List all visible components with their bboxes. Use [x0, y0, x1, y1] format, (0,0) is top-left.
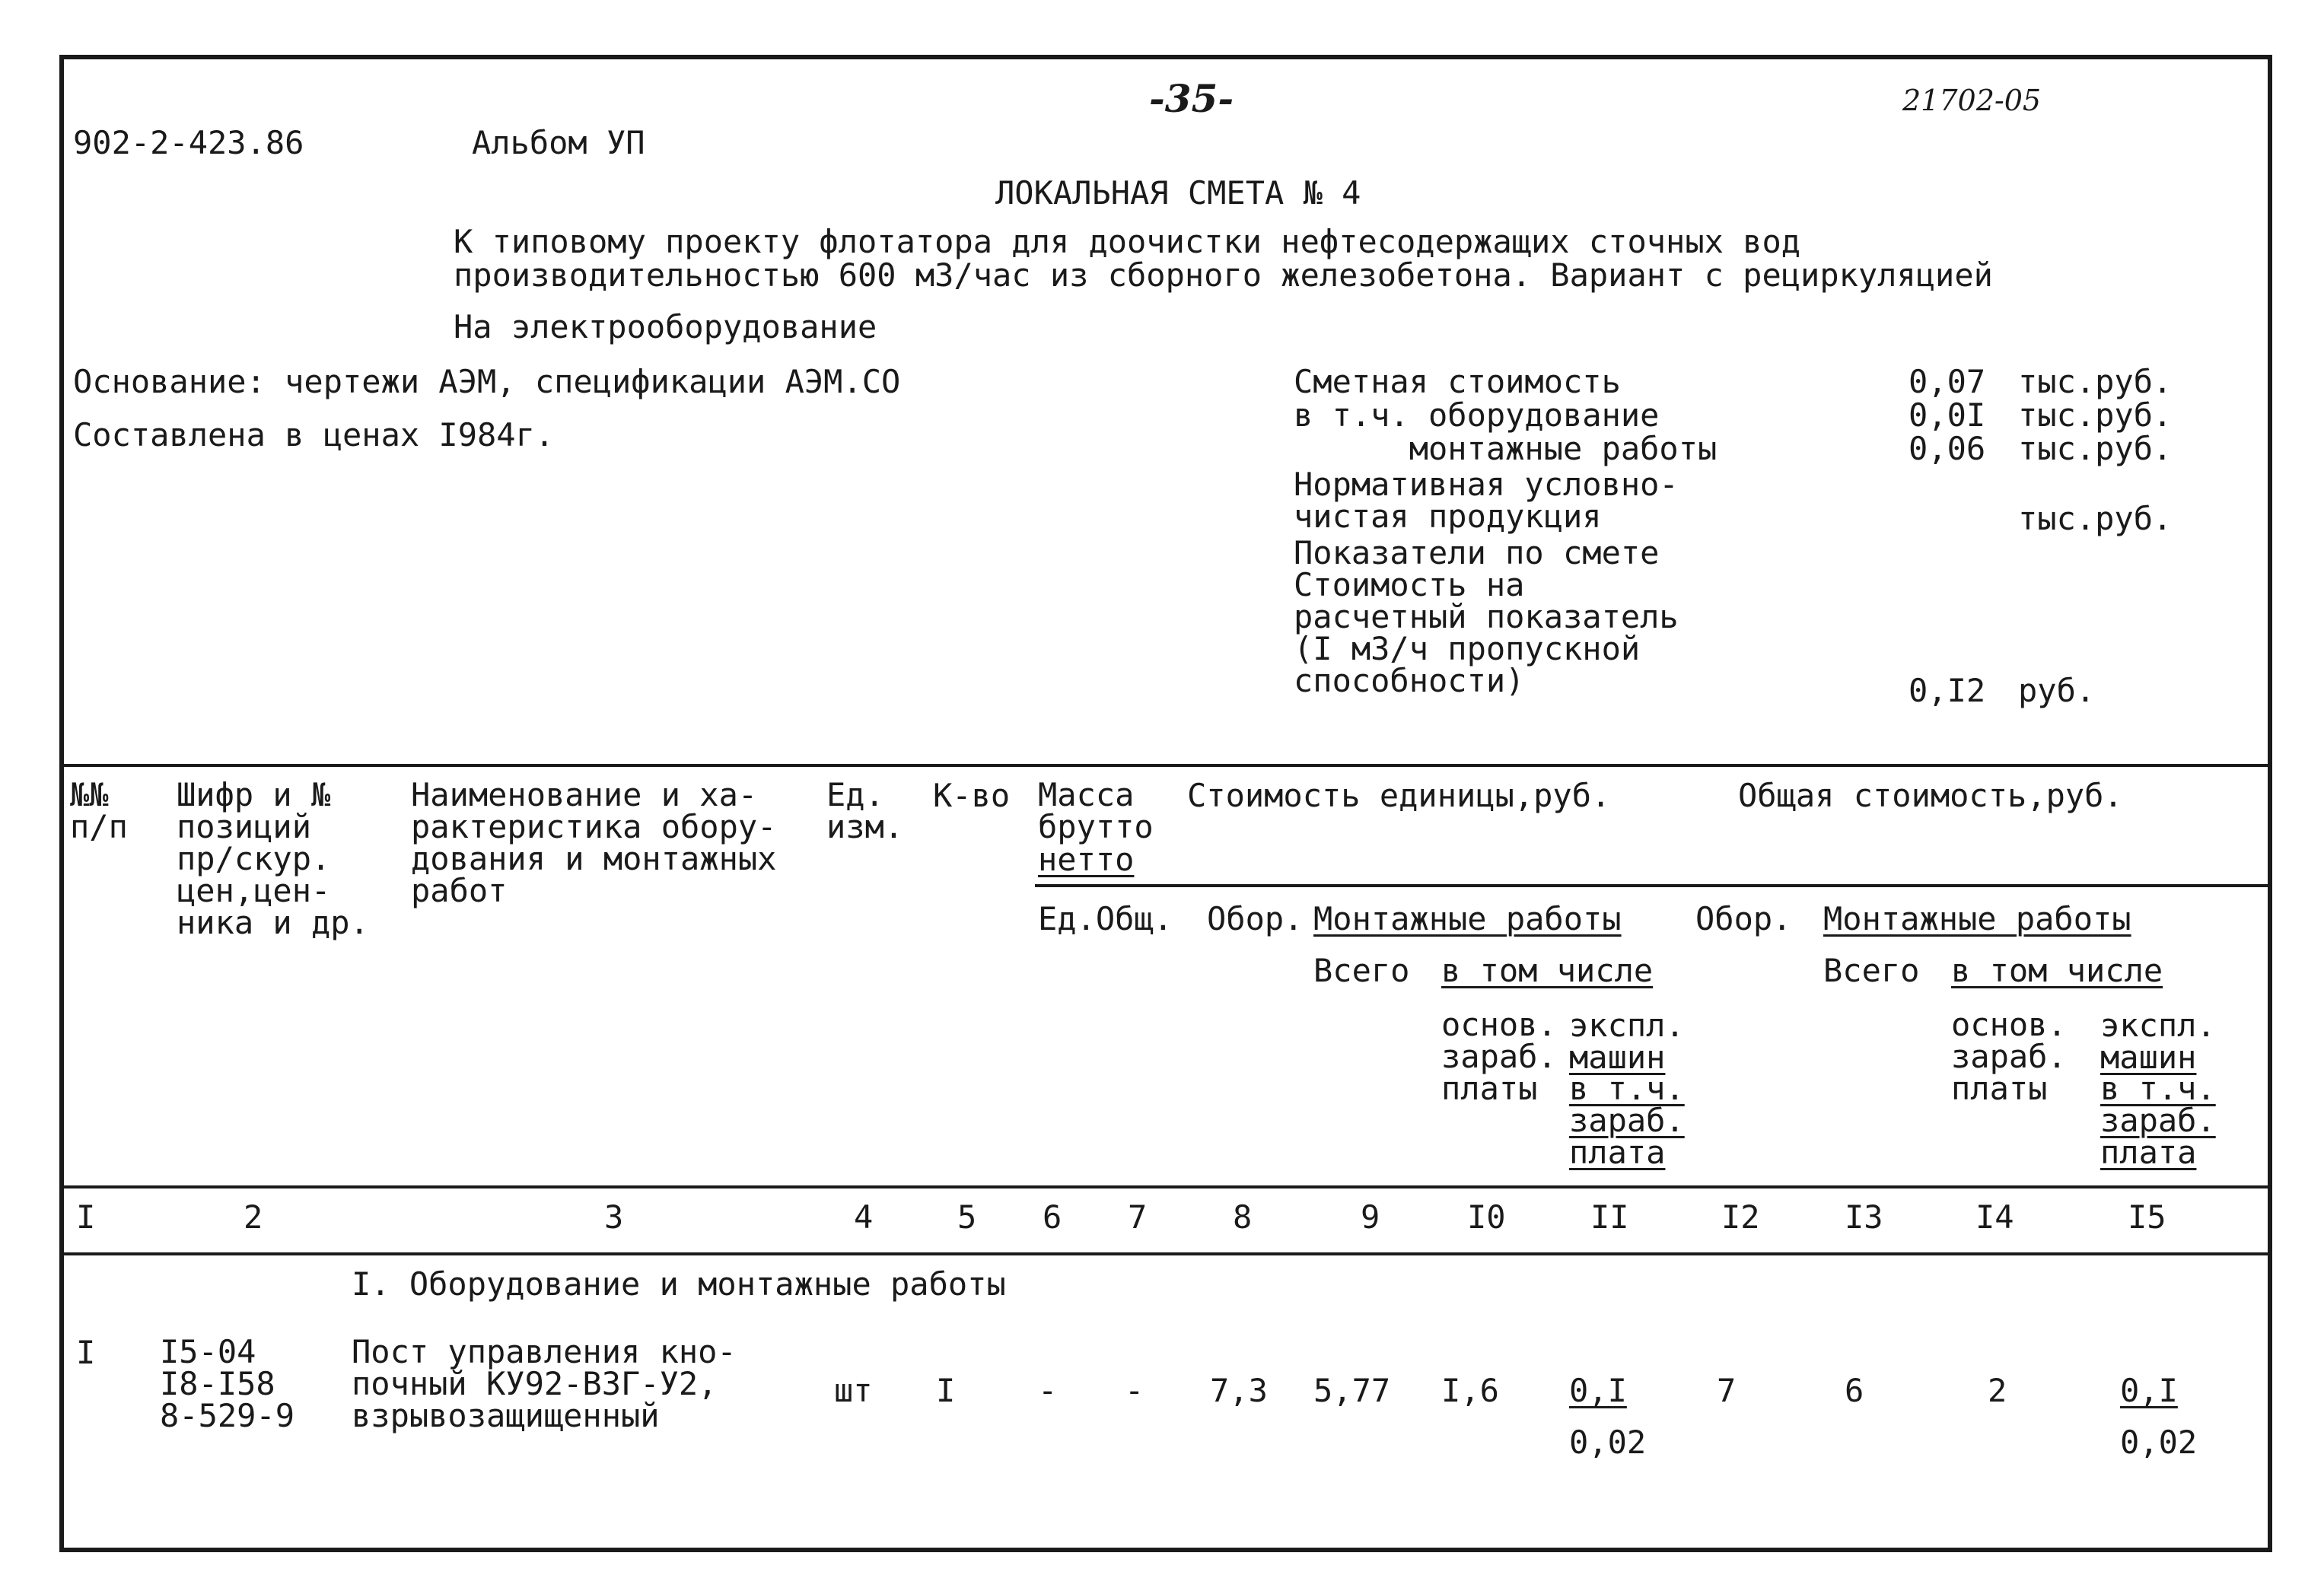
header-equipment: Обор.: [1207, 900, 1304, 937]
row-machines-total: 0,I: [2120, 1372, 2178, 1409]
section-title: I. Оборудование и монтажные работы: [352, 1265, 1006, 1303]
header-machines-c: в т.ч. зараб. плата: [1569, 1070, 1685, 1171]
column-number: I: [76, 1198, 96, 1236]
column-number: I0: [1467, 1198, 1506, 1236]
row-mass-total: -: [1125, 1372, 1144, 1409]
row-code: I5-04 I8-I58 8-529-9: [160, 1333, 295, 1434]
column-number: I2: [1721, 1198, 1760, 1236]
indicator-unit: руб.: [2018, 672, 2096, 709]
column-number: I5: [2128, 1198, 2166, 1236]
row-machines-wage-unit: 0,02: [1569, 1424, 1647, 1461]
header-mass-unit-total: Ед.Общ.: [1038, 900, 1173, 937]
row-unit: шт: [834, 1372, 873, 1409]
row-num: I: [76, 1334, 96, 1371]
header-total-cost: Общая стоимость,руб.: [1738, 777, 2123, 814]
header-name: Наименование и ха- рактеристика обору- дования и монтажных работ: [411, 776, 777, 909]
column-numbers-bottom-rule: [64, 1252, 2269, 1255]
archive-number: 21702-05: [1902, 84, 2042, 117]
row-install-total-unit: 5,77: [1313, 1372, 1391, 1409]
row-install-total: 6: [1845, 1372, 1864, 1409]
header-install-including: в том числе: [1441, 952, 1654, 989]
subtitle-line2: производительностью 600 м3/час из сборного железобетона. Вариант с рециркуляцией: [454, 256, 1993, 294]
header-base-wage-total: основ. зараб. платы: [1951, 1006, 2067, 1107]
header-machines-a: экспл.: [1569, 1007, 1685, 1044]
page-number: -35-: [1149, 76, 1234, 121]
header-code: Шифр и № позиций пр/скур. цен,цен- ника и др.: [177, 776, 369, 941]
column-number: II: [1590, 1198, 1629, 1236]
prices-text: Составлена в ценах I984г.: [73, 416, 555, 453]
indicators-label: Показатели по смете Стоимость на расчетный показатель (I м3/ч пропускной способности): [1294, 534, 1679, 699]
row-base-wage-total: 2: [1988, 1372, 2007, 1409]
summary-unit-equipment: тыс.руб.: [2018, 396, 2173, 434]
column-numbers-top-rule: [64, 1185, 2269, 1188]
column-number: 9: [1361, 1198, 1380, 1236]
row-machines-unit: 0,I: [1569, 1372, 1627, 1409]
summary-label-equipment: в т.ч. оборудование: [1294, 396, 1660, 434]
column-number: 6: [1043, 1198, 1062, 1236]
column-number: 7: [1128, 1198, 1148, 1236]
column-number: 3: [604, 1198, 624, 1236]
row-base-wage-unit: I,6: [1441, 1372, 1499, 1409]
header-mass-net: нетто: [1038, 841, 1135, 878]
header-unit: Ед. изм.: [826, 776, 904, 845]
basis-text: Основание: чертежи АЭМ, спецификации АЭМ.СО: [73, 363, 901, 400]
summary-value-installation: 0,06: [1909, 430, 1986, 467]
header-mass: Масса брутто: [1038, 776, 1154, 845]
header-machines-total-a: экспл.: [2100, 1007, 2216, 1044]
row-equip-total: 7: [1717, 1372, 1737, 1409]
column-number: 4: [854, 1198, 874, 1236]
doc-code: 902-2-423.86: [73, 124, 304, 161]
header-install-all-total: Всего: [1823, 952, 1920, 989]
header-equipment-total: Обор.: [1695, 900, 1792, 937]
column-number: 8: [1233, 1198, 1253, 1236]
header-installation-total: Монтажные работы: [1823, 900, 2131, 937]
header-qty: К-во: [933, 777, 1011, 814]
column-number: I4: [1975, 1198, 2014, 1236]
summary-unit-installation: тыс.руб.: [2018, 430, 2173, 467]
header-machines-b: машин: [1569, 1039, 1666, 1076]
column-number: 5: [957, 1198, 977, 1236]
subtitle-line3: На электрооборудование: [454, 308, 877, 345]
row-qty: I: [936, 1372, 956, 1409]
row-name: Пост управления кно- почный КУ92-ВЗГ-У2, взрывозащищенный: [352, 1333, 737, 1434]
header-machines-total-c: в т.ч. зараб. плата: [2100, 1070, 2216, 1171]
column-number: 2: [244, 1198, 263, 1236]
row-equip-unit: 7,3: [1210, 1372, 1268, 1409]
header-base-wage: основ. зараб. платы: [1441, 1006, 1557, 1107]
header-install-including-total: в том числе: [1951, 952, 2163, 989]
summary-label-total: Сметная стоимость: [1294, 363, 1621, 400]
indicator-value: 0,I2: [1909, 672, 1986, 709]
summary-value-total: 0,07: [1909, 363, 1986, 400]
table-top-rule: [64, 764, 2269, 767]
album-label: Альбом УП: [472, 124, 645, 161]
header-install-all: Всего: [1313, 952, 1410, 989]
row-mass-unit: -: [1038, 1372, 1058, 1409]
column-number: I3: [1845, 1198, 1883, 1236]
subtitle-line1: К типовому проекту флотатора для доочистки нефтесодержащих сточных вод: [454, 223, 1801, 260]
header-installation: Монтажные работы: [1313, 900, 1622, 937]
header-num: №№ п/п: [70, 776, 128, 845]
summary-label-installation: монтажные работы: [1294, 430, 1718, 467]
summary-unit-total: тыс.руб.: [2018, 363, 2173, 400]
header-unit-cost: Стоимость единицы,руб.: [1187, 777, 1611, 814]
summary-value-equipment: 0,0I: [1909, 396, 1986, 434]
document-title: ЛОКАЛЬНАЯ СМЕТА № 4: [995, 174, 1361, 212]
subheader-rule: [1035, 884, 2269, 887]
header-machines-total-b: машин: [2100, 1039, 2197, 1076]
row-machines-wage-total: 0,02: [2120, 1424, 2198, 1461]
normative-label: Нормативная условно- чистая продукция: [1294, 466, 1679, 535]
normative-unit: тыс.руб.: [2018, 500, 2173, 537]
